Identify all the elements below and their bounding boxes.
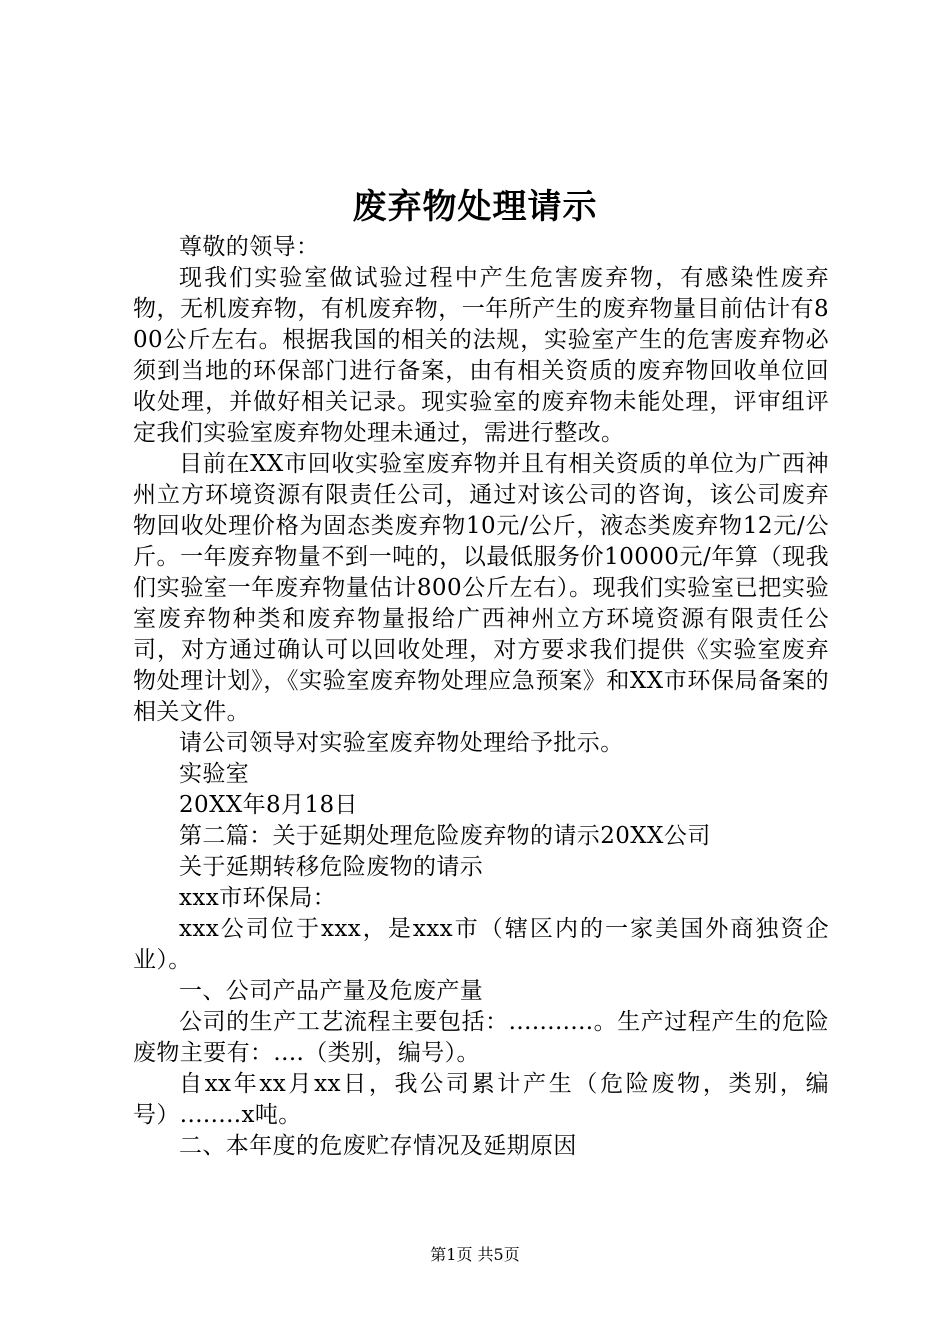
body-paragraph: 请公司领导对实验室废弃物处理给予批示。 [179,730,624,756]
body-paragraph: 现我们实验室做试验过程中产生危害废弃物，有感染性废弃物，无机废弃物，有机废弃物，一年所产生的废弃物量目前估计有800公斤左右。根据我国的相关的法规，实验室产生的危害废弃物必须到当地的环保部门进行备案，由有相关资质的废弃物回收单位回收处理，并做好相关记录。现实验室的废弃物未能处理，评审组评定我们实验室废弃物处理未通过，需进行整改。 [133,265,829,446]
signature: 实验室 [179,761,250,787]
section-subheading: 关于延期转移危险废物的请示 [179,854,484,880]
page-number: 第1页 共5页 [430,1245,520,1264]
body-paragraph: xxx公司位于xxx，是xxx市（辖区内的一家美国外商独资企业）。 [133,916,829,973]
section-heading: 二、本年度的危废贮存情况及延期原因 [179,1133,577,1159]
document-title: 废弃物处理请示 [352,187,598,227]
document-body [133,232,829,1162]
recipient: xxx市环保局： [179,885,337,911]
date: 20XX年8月18日 [179,792,358,818]
body-paragraph: 目前在XX市回收实验室废弃物并且有相关资质的单位为广西神州立方环境资源有限责任公司，通过对该公司的咨询，该公司废弃物回收处理价格为固态类废弃物10元/公斤，液态类废弃物12元/公斤。一年废弃物量不到一吨的，以最低服务价10000元/年算（现我们实验室一年废弃物量估计800公斤左右）。现我们实验室已把实验室废弃物种类和废弃物量报给广西神州立方环境资源有限责任公司，对方通过确认可以回收处理，对方要求我们提供《实验室废弃物处理计划》，《实验室废弃物处理应急预案》和XX市环保局备案的相关文件。 [133,451,829,725]
section-heading: 第二篇：关于延期处理危险废弃物的请示20XX公司 [179,823,711,849]
body-paragraph: 公司的生产工艺流程主要包括：...........。生产过程产生的危险废物主要有：....（类别，编号）。 [133,1009,829,1066]
section-heading: 一、公司产品产量及危废产量 [179,978,484,1004]
salutation: 尊敬的领导： [179,234,320,260]
body-paragraph: 自xx年xx月xx日，我公司累计产生（危险废物，类别，编号）........x吨。 [133,1071,829,1128]
